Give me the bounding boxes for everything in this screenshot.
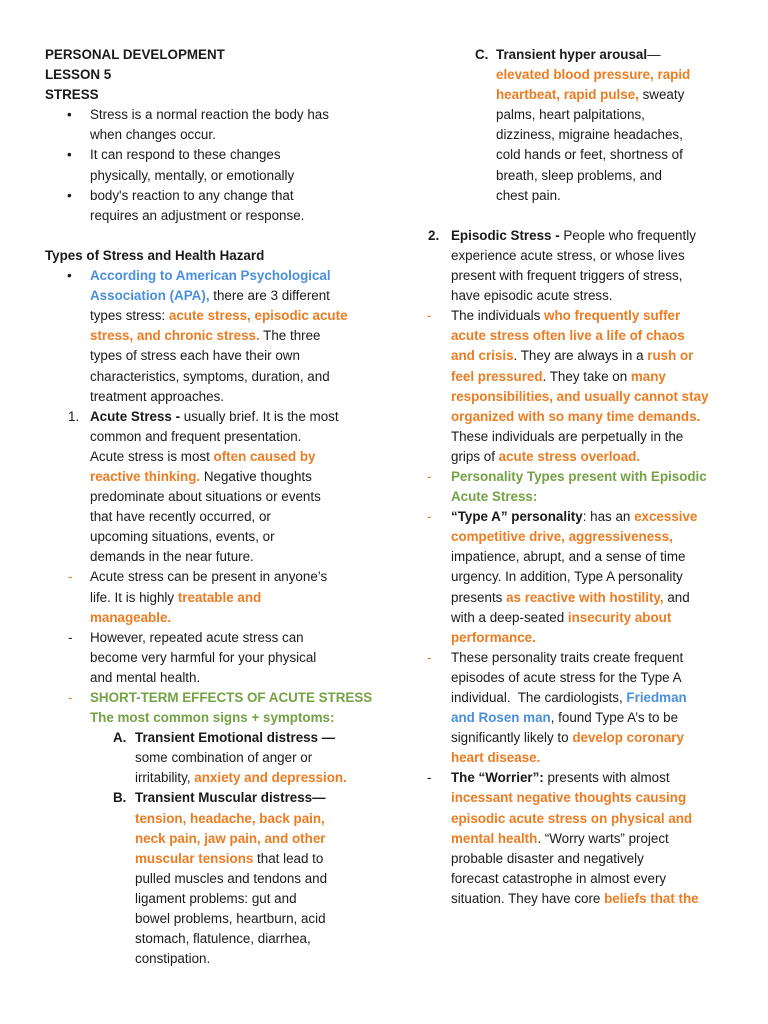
apa-source: According to American Psychological (90, 268, 331, 284)
apa-bullet (45, 266, 375, 286)
types-heading: Types of Stress and Health Hazard (45, 247, 265, 263)
episodic-stress-title: Episodic Stress - (451, 227, 560, 243)
list-number: 2. (428, 227, 440, 243)
lesson-title: LESSON 5 (45, 67, 112, 83)
acute-point-1: - Acute stress can be present in anyone’s (45, 567, 375, 587)
bullet-marker: • (67, 147, 72, 163)
intro-bullet-1 (45, 105, 375, 125)
acute-cause: often caused by (213, 448, 316, 464)
effects-heading: - SHORT-TERM EFFECTS OF ACUTE STRESS (45, 688, 375, 708)
intro-bullet-1-text: Stress is a normal reaction the body has (90, 107, 329, 123)
effects-subheading: The most common signs + symptoms: (90, 710, 335, 726)
dash-marker: - (427, 468, 432, 484)
traits-item: - These personality traits create frequent (420, 648, 732, 668)
acute-stress-item: 1. Acute Stress - usually brief. It is the most (45, 407, 375, 427)
bullet-marker: • (67, 107, 72, 123)
type-a-item: - “Type A” personality: has an excessive (420, 507, 732, 527)
acute-point-2: - However, repeated acute stress can (45, 628, 375, 648)
dash-marker: - (427, 308, 432, 324)
personality-heading: - Personality Types present with Episodic (420, 467, 732, 487)
dash-marker: - (427, 770, 432, 786)
subject-title: PERSONAL DEVELOPMENT (45, 47, 225, 62)
intro-bullet-2: • It can respond to these changes (45, 145, 375, 165)
list-number: 1. (68, 408, 80, 424)
intro-bullet-1-cont: when changes occur. (90, 127, 216, 143)
letter-marker: C. (475, 47, 489, 62)
effect-b: B. Transient Muscular distress— (45, 788, 375, 808)
stress-types: acute stress, episodic acute (168, 308, 348, 324)
right-column: C. Transient hyper arousal— elevated blood pressure, rapid heartbeat, rapid pulse, sweaty palms, heart palpitations, dizziness, migraine headaches, cold hands or feet, shortness of breath, sleep problems, and chest pain. 2. Episodic Stress - People who frequently experience acute stress, or whose lives present with frequent triggers of stress, have episodic acute stress. - The individuals who frequently suffer acute stress often live a life of chaos and crisis. They are always in a rush or feel pressured. They take on many responsibilities, and usually cannot stay organized with so many time demands. These individuals are perpetually in the grips of acute stress overload. - Personality Types present with Episodic Acute Stress: - “Type A” personality: has an excessive competitive drive, aggressiveness, impatience, abrupt, and a sense of time urgency. In addition, Type A personality presents as reactive with hostility, and with a deep-seated insecurity about performance. - These personality traits create frequent episodes of acute stress for the Type A individual. The cardiologists, Friedman and Rosen man, found Type A’s to be significantly likely to develop coronary heart disease. - The “Worrier”: presents with almost incessant negative thoughts causing episodic acute stress on physical and mental health. “Worry warts” project probable disaster and negatively forecast catastrophe in almost every situation. They have core beliefs that the (420, 45, 732, 909)
dash-marker: - (427, 649, 432, 665)
dash-marker: - (68, 629, 73, 645)
letter-marker: B. (113, 790, 127, 806)
intro-bullet-2-cont: physically, mentally, or emotionally (90, 167, 295, 183)
effect-a: A. Transient Emotional distress — (45, 728, 375, 748)
effect-c: C. Transient hyper arousal— (420, 45, 732, 65)
left-column: PERSONAL DEVELOPMENT LESSON 5 STRESS • Stress is a normal reaction the body has when changes occur. • It can respond to these changes physically, mentally, or emotionally • body's reaction to any change that requires an adjustment or response. Types of Stress and Health Hazard • According to American Psychological Association (APA), there are 3 different types stress: acute stress, episodic acute stress, and chronic stress. The three types of stress each have their own characteristics, symptoms, duration, and treatment approaches. 1. Acute Stress - usually brief. It is the most common and frequent presentation. Acute stress is most often caused by reactive thinking. Negative thoughts predominate about situations or events that have recently occurred, or upcoming situations, events, or demands in the near future. - Acute stress can be present in anyone’s life. It is highly treatable and manageable. - However, repeated acute stress can become very harmful for your physical and mental health. - SHORT-TERM EFFECTS OF ACUTE STRESS The most common signs + symptoms: A. Transient Emotional distress — some combination of anger or irritability, anxiety and depression. B. Transient Muscular distress— tension, headache, back pain, neck pain, jaw pain, and other muscular tensions that lead to pulled muscles and tendons and ligament problems: gut and bowel problems, heartburn, acid stomach, flatulence, diarrhea, constipation. (45, 45, 375, 969)
bullet-marker: • (67, 187, 72, 203)
intro-bullet-3: • body's reaction to any change that (45, 186, 375, 206)
bullet-marker: • (67, 268, 72, 284)
dash-marker: - (427, 509, 432, 525)
acute-stress-title: Acute Stress - (90, 408, 181, 424)
dash-marker: - (68, 569, 73, 585)
topic-title: STRESS (45, 87, 99, 103)
dash-marker: - (68, 690, 73, 705)
intro-bullet-3-cont: requires an adjustment or response. (90, 207, 305, 223)
letter-marker: A. (113, 730, 127, 746)
worrier-item: - The “Worrier”: presents with almost (420, 768, 732, 788)
episodic-point-1: - The individuals who frequently suffer (420, 306, 732, 326)
episodic-stress-item: 2. Episodic Stress - People who frequently (420, 226, 732, 246)
